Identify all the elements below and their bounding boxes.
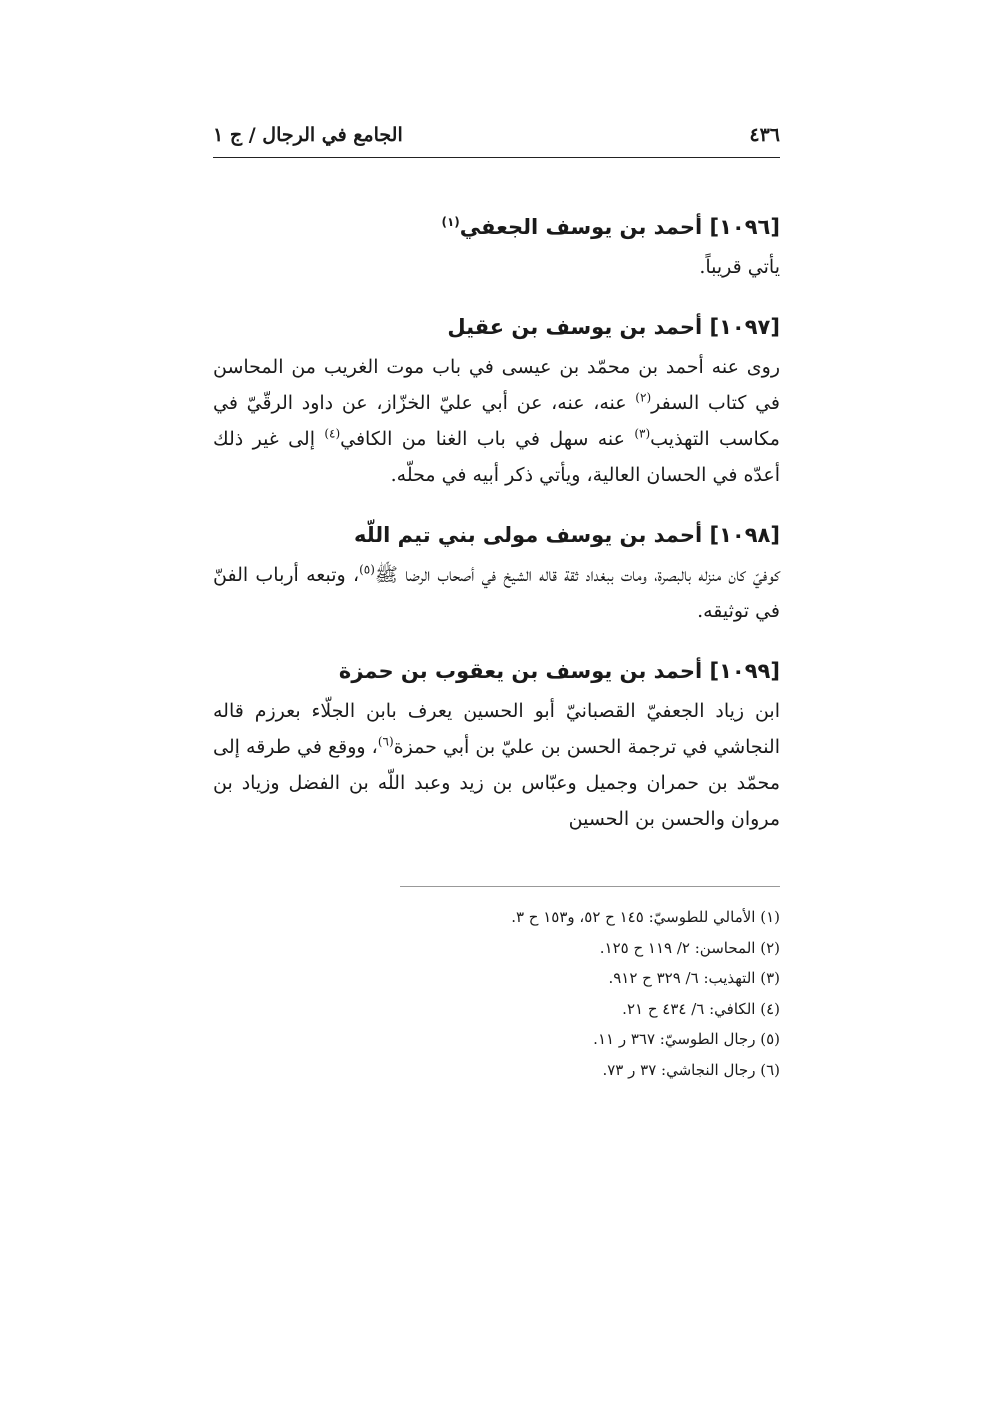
footnote-item: (٤) الكافي: ٦/ ٤٣٤ ح ٢١. bbox=[622, 999, 780, 1018]
footnotes bbox=[400, 902, 780, 1085]
entry-name: أحمد بن يوسف بن يعقوب بن حمزة bbox=[338, 659, 703, 683]
entry-1098 bbox=[213, 513, 780, 629]
entry-name: أحمد بن يوسف مولى بني تيم اللّه bbox=[353, 523, 703, 547]
footnote-item: (٦) رجال النجاشي: ٣٧ ر ٧٣. bbox=[602, 1060, 780, 1079]
entry-1097 bbox=[213, 305, 780, 493]
footnote-item: (٢) المحاسن: ٢/ ١١٩ ح ١٢٥. bbox=[599, 938, 780, 957]
footnote-item: (٥) رجال الطوسيّ: ٣٦٧ ر ١١. bbox=[593, 1030, 780, 1048]
footnote-ref: (١) bbox=[441, 215, 460, 229]
text-segment: عنه سهل في باب الغنا من الكافي bbox=[340, 428, 635, 450]
entry-1096 bbox=[213, 205, 780, 285]
page-header bbox=[213, 120, 780, 160]
text-segment: ، وتبعه أرباب الفنّ في توثيقه. bbox=[213, 564, 780, 622]
footnote-ref: (٥) bbox=[359, 562, 375, 577]
text-segment: روى عنه أحمد بن محمّد بن عيسى في باب موت الغريب من المحاسن في كتاب السفر bbox=[213, 356, 780, 414]
footnote-ref: (٦) bbox=[377, 734, 394, 749]
header-divider bbox=[213, 157, 780, 158]
entry-heading bbox=[213, 205, 780, 249]
footnote-item: (٣) التهذيب: ٦/ ٣٢٩ ح ٩١٢. bbox=[608, 969, 780, 987]
entry-text: يأتي قريباً. bbox=[699, 256, 780, 278]
text-segment: ابن زياد الجعفيّ القصبانيّ أبو الحسين يعرف بابن الجلّاء بعرزم قاله النجاشي في ترجمة الحسن بن عليّ بن أبي حمزة bbox=[213, 700, 780, 758]
main-text bbox=[213, 205, 780, 857]
entry-heading bbox=[213, 513, 780, 557]
entry-text bbox=[213, 349, 780, 493]
entry-text bbox=[213, 557, 780, 629]
text-segment: ، ووقع في طرقه إلى محمّد بن حمران وجميل وعبّاس بن زيد وعبد اللّه بن الفضل وزياد بن مروان والحسن بن الحسين bbox=[213, 736, 780, 830]
text-segment: إلى غير ذلك أعدّه في الحسان العالية، ويأتي ذكر أبيه في محلّه. bbox=[213, 428, 780, 486]
entry-heading bbox=[213, 649, 780, 693]
footnote-ref: (٣) bbox=[634, 426, 651, 441]
entry-name: أحمد بن يوسف بن عقيل bbox=[447, 315, 703, 339]
entry-heading bbox=[213, 305, 780, 349]
footnote-divider bbox=[400, 886, 780, 887]
footnote-ref: (٢) bbox=[635, 390, 652, 405]
entry-1099 bbox=[213, 649, 780, 837]
entry-number: [١٠٩٧] bbox=[709, 315, 780, 339]
entry-number: [١٠٩٦] bbox=[709, 215, 780, 239]
running-title: الجامع في الرجال / ج ١ bbox=[213, 124, 403, 146]
entry-name: أحمد بن يوسف الجعفي bbox=[459, 215, 703, 239]
footnote-ref: (٤) bbox=[324, 426, 341, 441]
entry-text bbox=[213, 693, 780, 837]
entry-number: [١٠٩٩] bbox=[709, 659, 780, 683]
text-segment: عنه، عنه، عن أبي عليّ الخزّاز، عن داود الرقّيّ في مكاسب التهذيب bbox=[213, 392, 780, 450]
text-segment: كوفيّ كان منزله بالبصرة، ومات ببغداد ثقة قاله الشيخ في أصحاب الرضا ﷺ bbox=[374, 564, 780, 586]
page-number: ٤٣٦ bbox=[749, 124, 780, 146]
footnote-item: (١) الأمالي للطوسيّ: ١٤٥ ح ٥٢، و١٥٣ ح ٣. bbox=[511, 908, 780, 926]
entry-number: [١٠٩٨] bbox=[709, 523, 780, 547]
